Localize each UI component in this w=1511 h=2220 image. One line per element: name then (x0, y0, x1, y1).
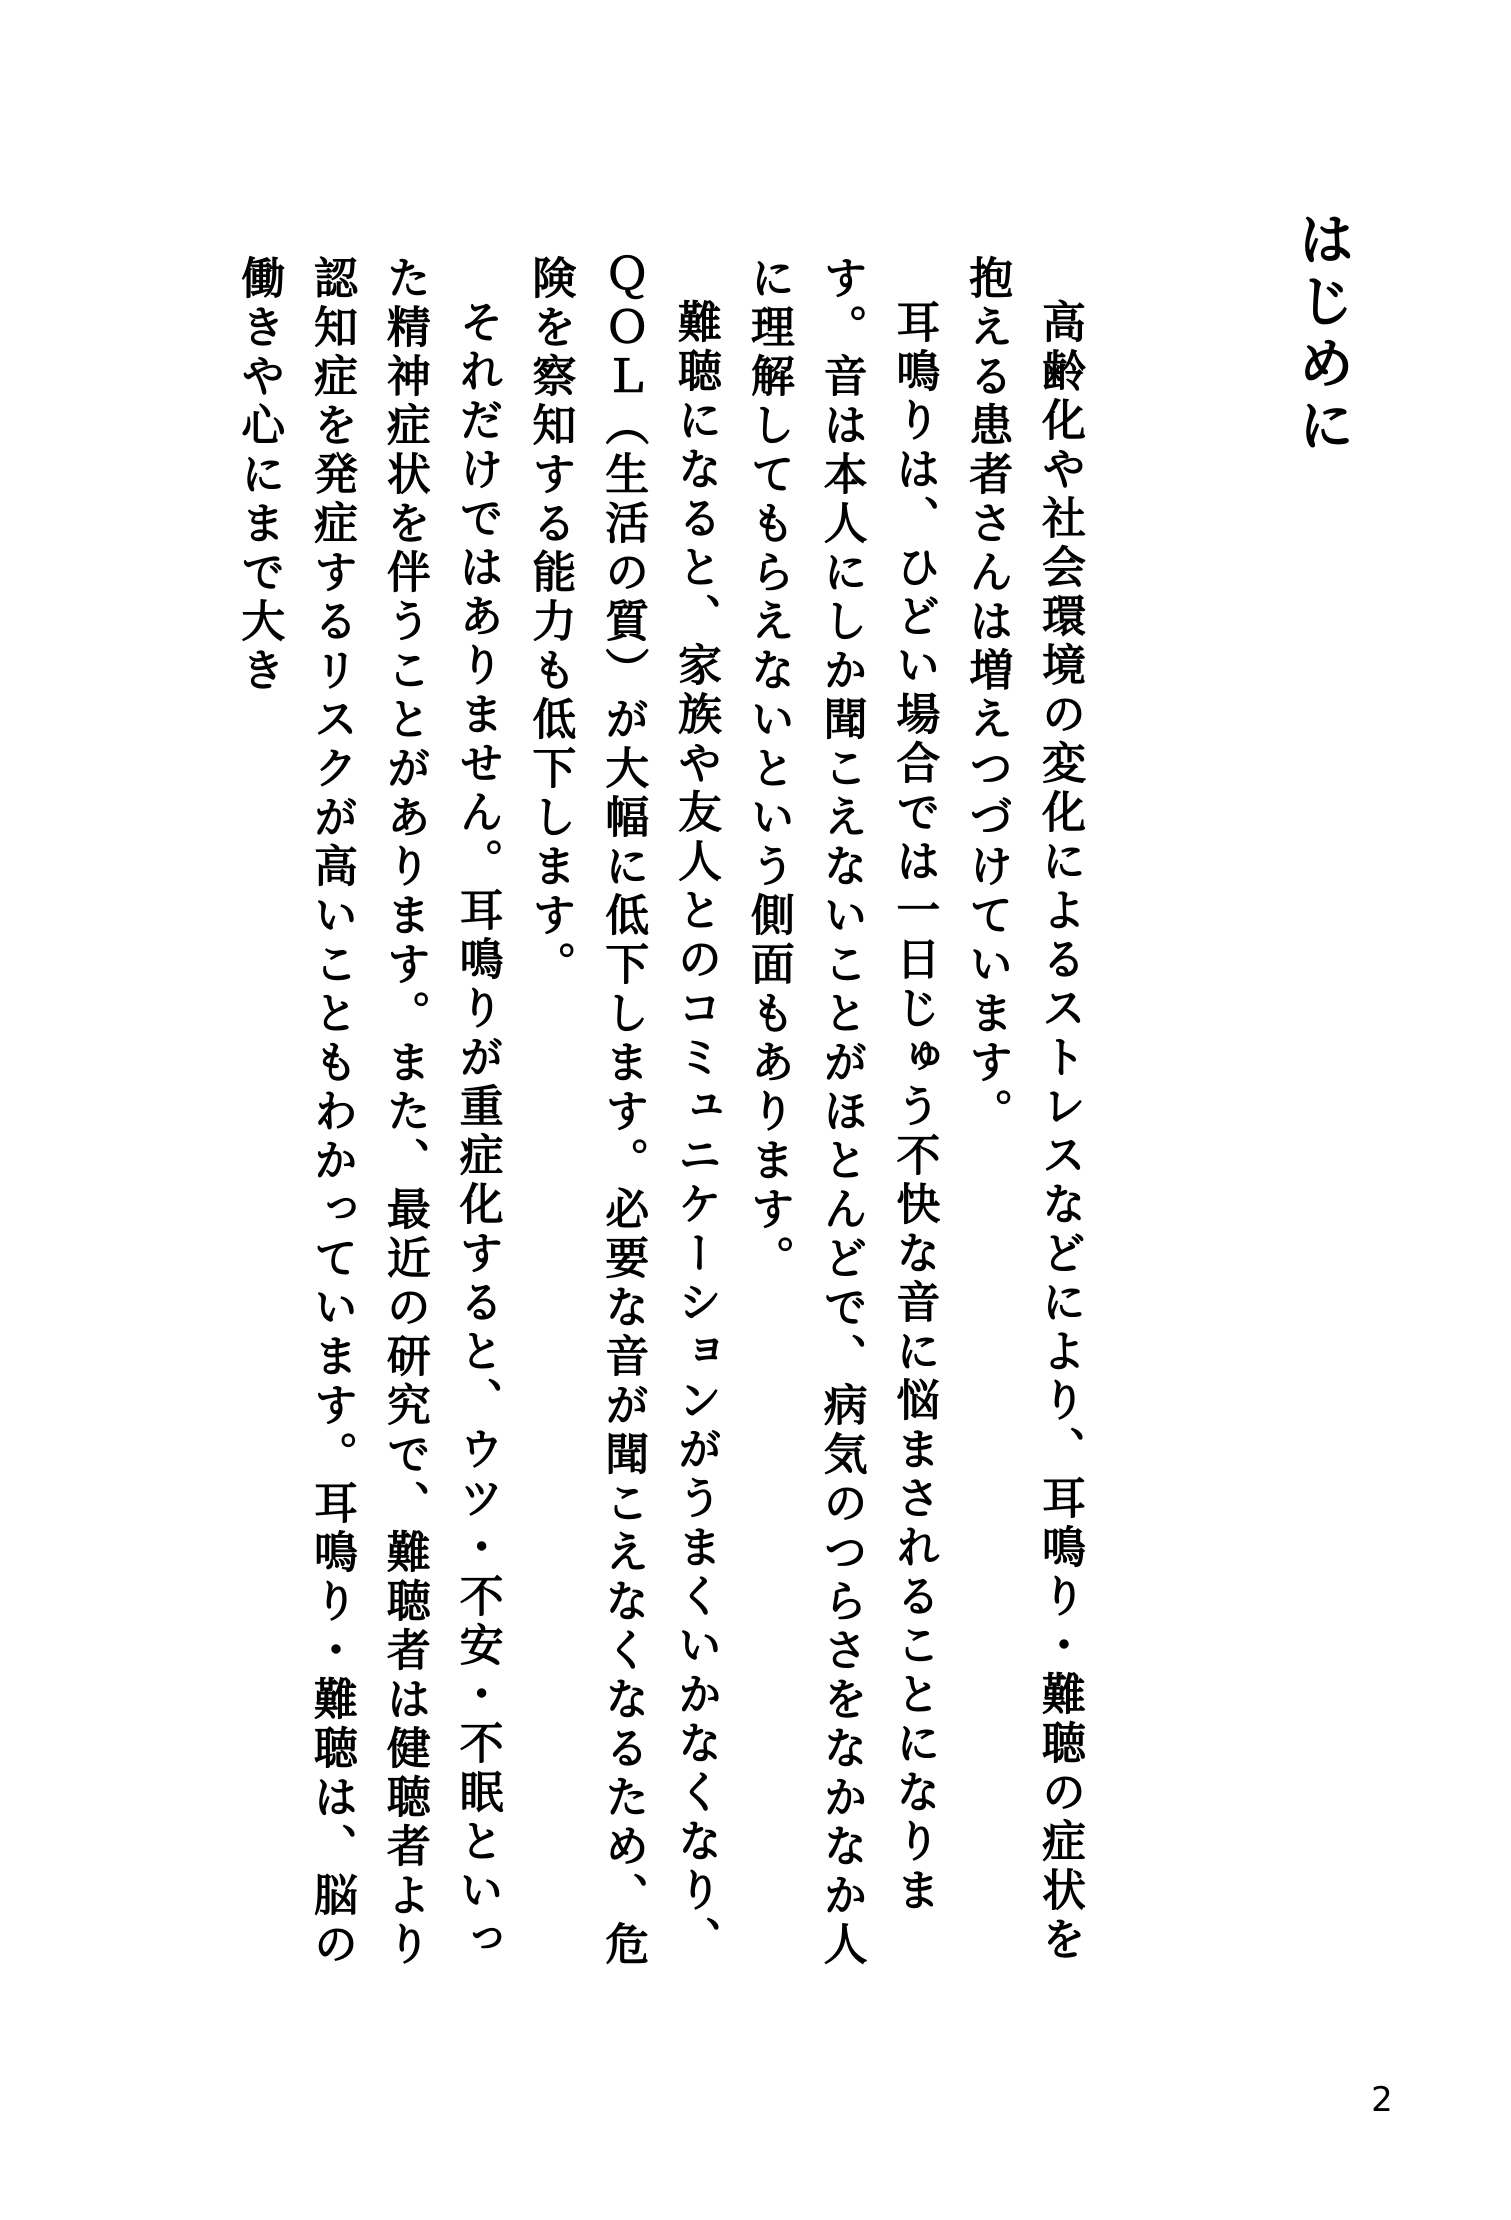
paragraph: 難聴になると、家族や友人とのコミュニケーションがうまくいかなくなり、ＱＯＬ（生活の質）が大幅に低下します。必要な音が聞こえなくなるため、危険を察知する能力も低下します。 (524, 255, 722, 1970)
paragraph: 高齢化や社会環境の変化によるストレスなどにより、耳鳴り・難聴の症状を抱える患者さんは増えつづけています。 (961, 255, 1085, 1965)
page-number: 2 (1371, 2080, 1393, 2120)
paragraph: 耳鳴りは、ひどい場合では一日じゅう不快な音に悩まされることになります。音は本人にしか聞こえないことがほとんどで、病気のつらさをなかなか人に理解してもらえないという側面もあります。 (742, 255, 940, 1970)
chapter-title: はじめに (1289, 210, 1356, 458)
paragraph: それだけではありません。耳鳴りが重症化すると、ウツ・不安・不眠といった精神症状を伴うことがあります。また、最近の研究で、難聴者は健聴者より認知症を発症するリスクが高いこともわかっています。耳鳴り・難聴は、脳の働きや心にまで大き (233, 255, 503, 1970)
body-text (233, 255, 1095, 1985)
